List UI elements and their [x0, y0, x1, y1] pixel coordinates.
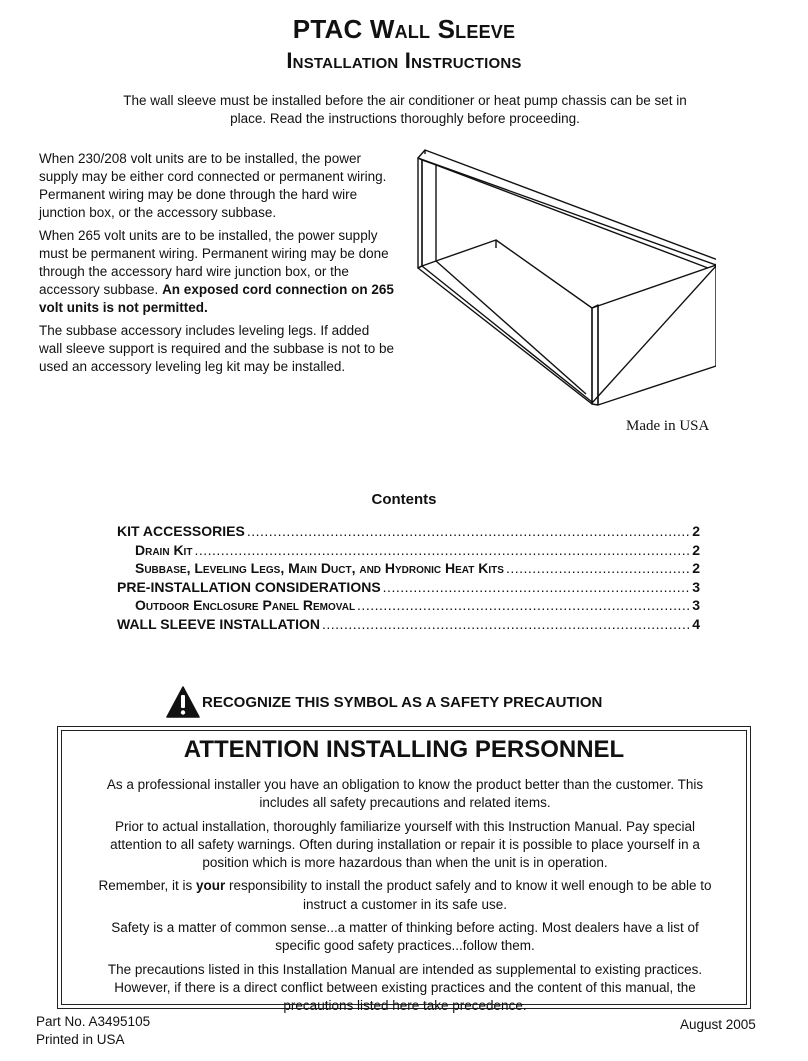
intro-paragraph: The wall sleeve must be installed before the air conditioner or heat pump chassis can be set in place. Read the instructions thoroughly before proceeding. — [123, 93, 687, 126]
toc-entry-page: 2 — [692, 523, 700, 539]
note-subbase-accessory: The subbase accessory includes leveling legs. If added wall sleeve support is required and the subbase is not to be used an accessory leveling leg kit may be installed. — [39, 323, 394, 374]
toc-entry-page: 4 — [692, 615, 700, 632]
toc-entry-kit-accessories[interactable] — [117, 523, 700, 542]
made-in-usa-caption: Made in USA — [626, 418, 710, 434]
attention-emphasis: your — [195, 878, 226, 894]
table-of-contents — [117, 523, 700, 635]
publication-date: August 2005 — [680, 1017, 756, 1032]
toc-entry-page: 2 — [692, 541, 700, 558]
toc-entry-page: 3 — [692, 578, 700, 595]
toc-entry-label: KIT ACCESSORIES — [117, 523, 245, 539]
toc-entry-panel-removal[interactable] — [117, 597, 700, 616]
toc-entry-label: Drain Kit — [135, 541, 193, 558]
attention-paragraph: The precautions listed in this Installation Manual are intended as supplemental to existing practices. However, if there is a direct conflict between existing practices and the content of this manual, the precautions listed here take precedence. — [107, 961, 703, 1014]
document-subtitle: Installation Instructions — [286, 48, 522, 73]
wall-sleeve-box-illustration — [416, 148, 716, 413]
attention-text: Remember, it is — [98, 878, 196, 894]
printed-in: Printed in USA — [36, 1032, 125, 1047]
attention-paragraph — [92, 877, 718, 914]
attention-box — [57, 726, 751, 1014]
toc-entry-pre-installation[interactable] — [117, 579, 700, 598]
attention-paragraph: As a professional installer you have an obligation to know the product better than the customer. This includes all safety precautions and related items. — [106, 777, 704, 811]
toc-entry-label: PRE-INSTALLATION CONSIDERATIONS — [117, 578, 381, 595]
safety-symbol-text: RECOGNIZE THIS SYMBOL AS A SAFETY PRECAUTION — [202, 693, 603, 711]
toc-entry-drain-kit[interactable] — [117, 542, 700, 561]
attention-body — [92, 776, 718, 1021]
toc-entry-label: Outdoor Enclosure Panel Removal — [135, 597, 356, 614]
document-title: PTAC Wall Sleeve — [292, 14, 516, 44]
attention-paragraph: Safety is a matter of common sense...a matter of thinking before acting. Most dealers have a list of specific good safety practices...follow them. — [111, 920, 699, 954]
part-number: Part No. A3495105 — [36, 1014, 151, 1029]
attention-title: ATTENTION INSTALLING PERSONNEL — [183, 736, 625, 763]
toc-entry-page: 3 — [692, 597, 700, 614]
note-265-volt — [39, 227, 395, 317]
attention-text: responsibility to install the product safely and to know it well enough to be able to instruct a customer in its safe use. — [225, 878, 712, 912]
toc-entry-wall-sleeve-installation[interactable] — [117, 616, 700, 635]
toc-entry-label: Subbase, Leveling Legs, Main Duct, and Hydronic Heat Kits — [135, 560, 504, 577]
contents-title: Contents — [371, 491, 437, 508]
part-number-block — [36, 1013, 150, 1049]
safety-symbol-notice — [166, 686, 666, 718]
attention-paragraph: Prior to actual installation, thoroughly familiarize yourself with this Instruction Manual. Pay special attention to all safety warnings. Often during installation or repair it is possible to place yourself in a position which is more hazardous than when the unit is in operation. — [110, 818, 700, 871]
power-supply-notes — [39, 150, 395, 381]
note-265-volt-warning: An exposed cord connection on 265 volt units is not permitted. — [39, 282, 394, 315]
toc-entry-page: 2 — [692, 560, 700, 577]
toc-entry-subbase-kits[interactable] — [117, 560, 700, 579]
note-230-208-volt: When 230/208 volt units are to be installed, the power supply may be either cord connected or permanent wiring. Permanent wiring may be done through the hard wire junction box, or the accessory subbase. — [39, 151, 387, 220]
note-265-volt-text: When 265 volt units are to be installed, the power supply must be permanent wiring. Permanent wiring may be done through the accessory hard wire junction box, or the accessory subbase. — [39, 228, 389, 297]
warning-triangle-icon — [166, 686, 200, 718]
toc-entry-label: WALL SLEEVE INSTALLATION — [117, 615, 320, 632]
